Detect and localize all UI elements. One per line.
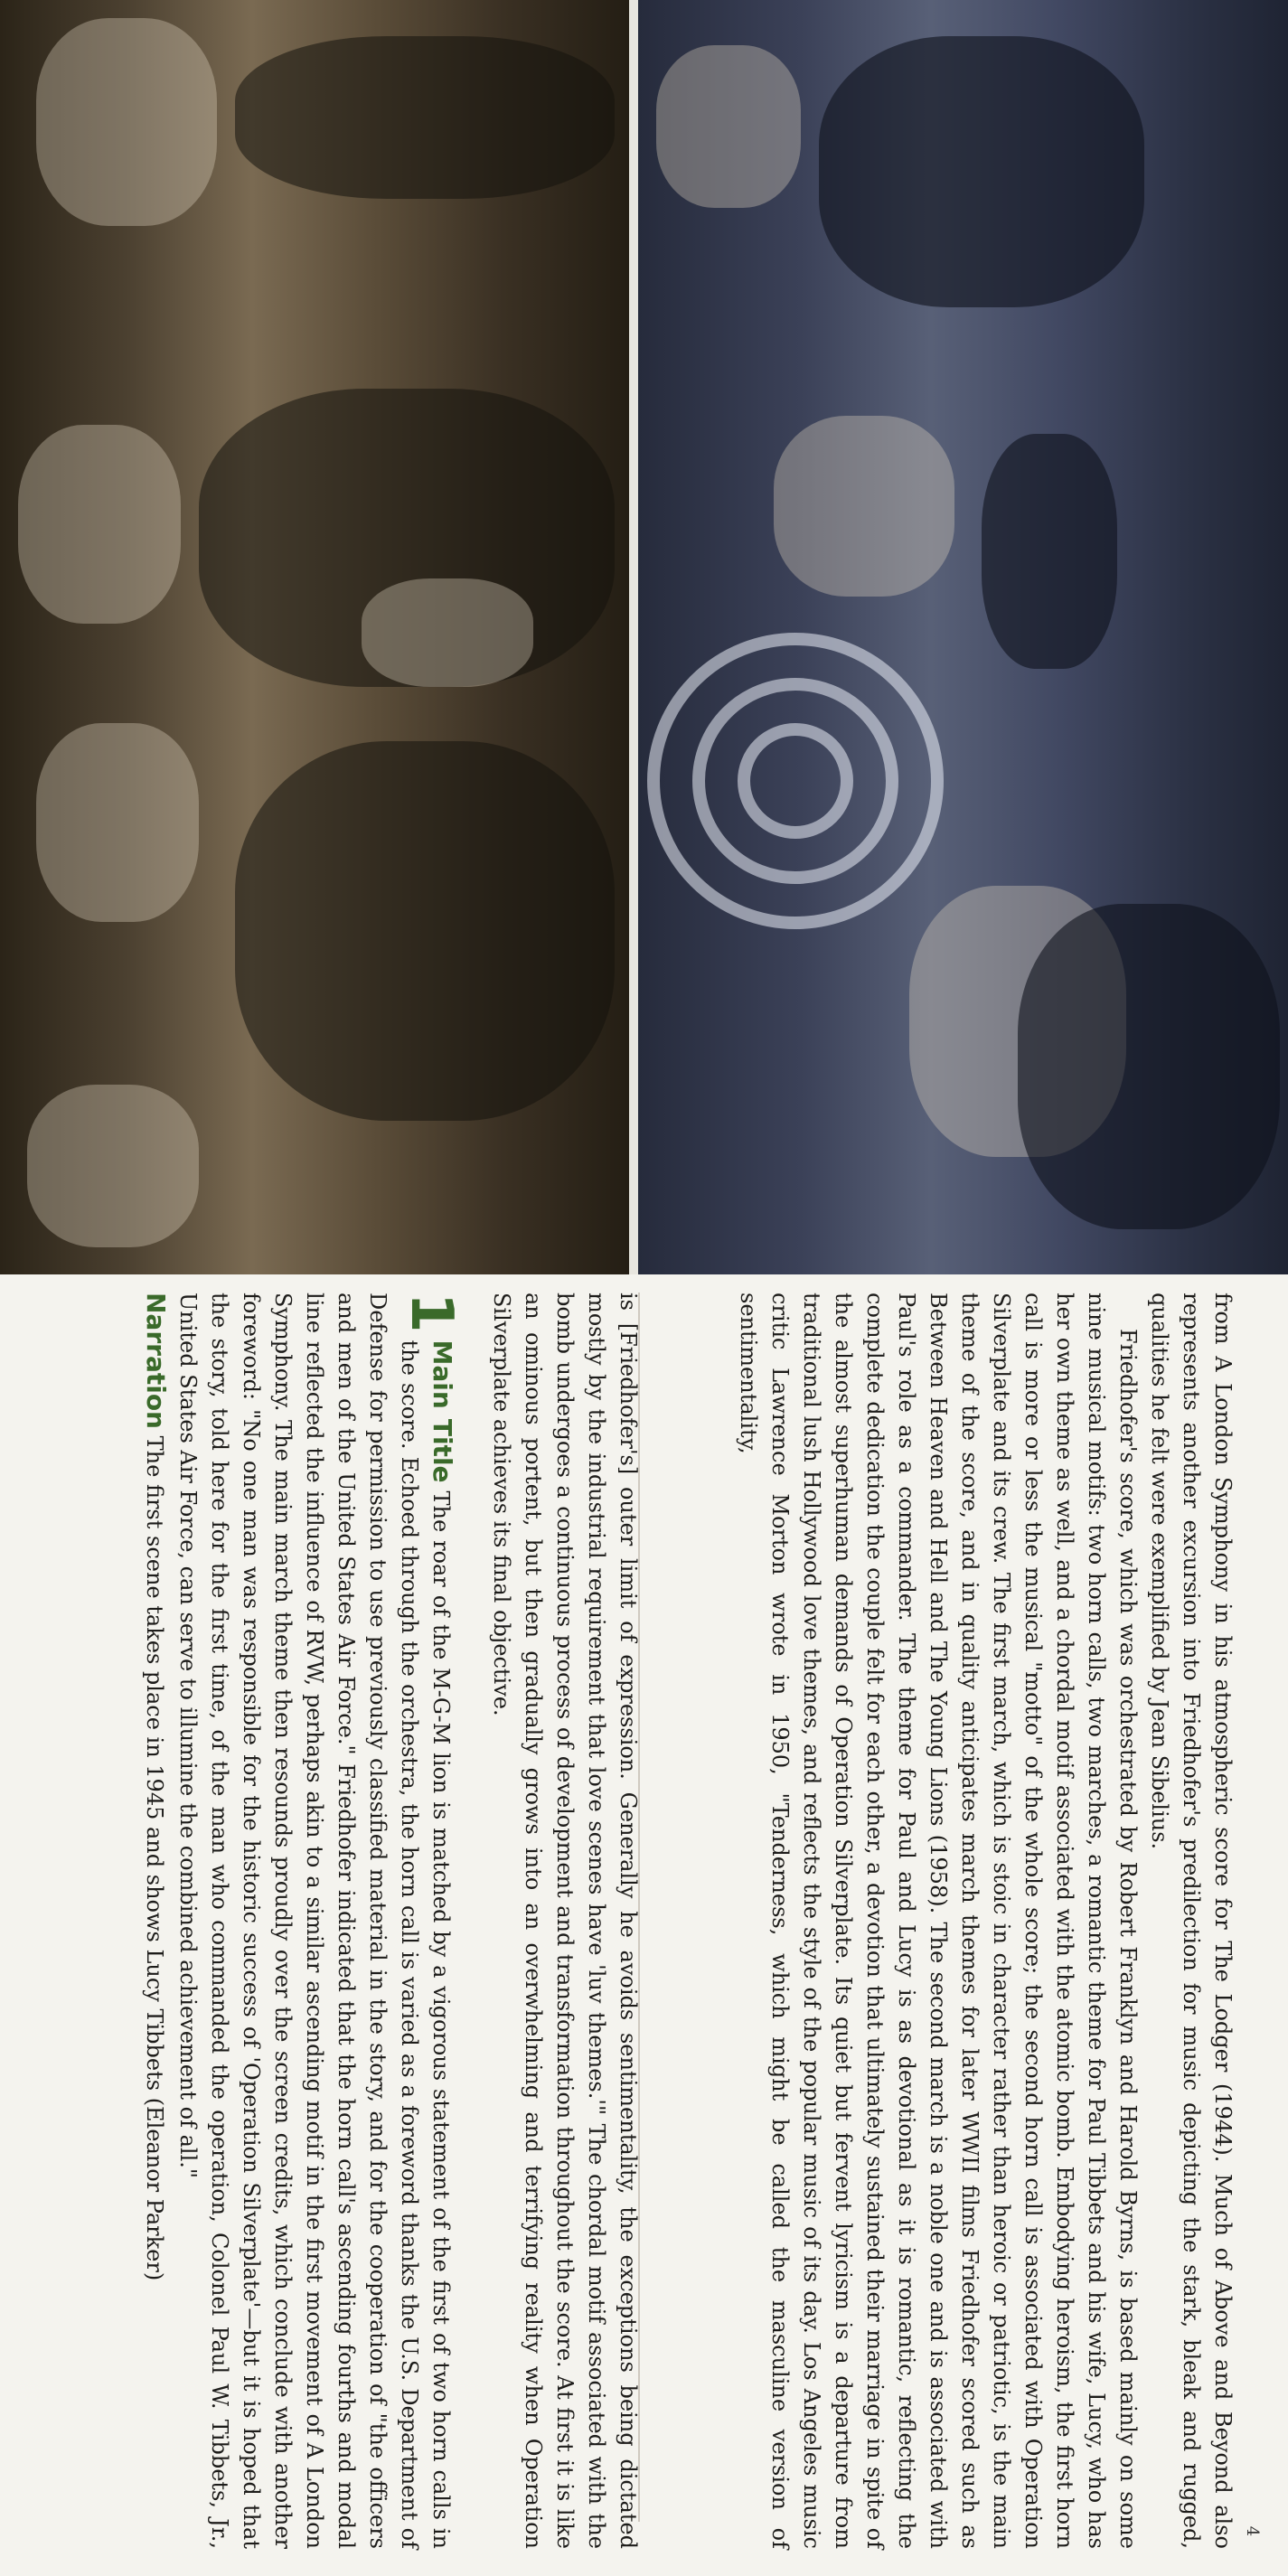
officer-figure <box>27 1085 199 1247</box>
text-column-left <box>732 1293 1238 2549</box>
narration-paragraph <box>138 1293 172 2549</box>
desk <box>819 36 1144 307</box>
track-number: 1 <box>398 1293 465 1333</box>
officer-figure <box>1018 904 1280 1229</box>
officer-figure <box>656 45 801 208</box>
officer-figure <box>18 425 181 624</box>
body-paragraph: is [Friedhofer's] outer limit of expression. Generally he avoids sentimentality, the exceptions being dictated mostly by the industrial requirement that love scenes have 'luv themes.'" The chordal motif associated with the bomb undergoes a continuous process of development and transformation throughout the score. At first it is like an ominous portent, but then gradually grows into an overwhelming and terrifying reality when Operation Silverplate achieves its final objective. <box>489 1293 641 2549</box>
track-paragraph <box>172 1293 465 2550</box>
text-column-right <box>138 1293 644 2549</box>
photo-chalkboard-briefing <box>638 0 1288 1274</box>
photo-divider <box>629 0 638 1274</box>
lecturer-figure <box>982 434 1117 669</box>
track-text: The roar of the M-G-M lion is matched by a vigorous statement of the first of two horn calls in the score. Echoed through the orchestra, the horn call is varied as a foreword thanks the U.S. Department of Defense for permission to use previously classified material in the story, and for the cooperation of "the officers and men of the United States Air Force." Friedhofer indicated that the horn call's ascending fourths and modal line reflected the influence of RVW, perhaps akin to a similar ascending motif in the first movement of A London Symphony. The main march theme then resounds proudly over the screen credits, which conclude with another foreword: "No one man was responsible for the historic success of 'Operation Silverplate'—but it is hoped that the story, told here for the first time, of the man who commanded the operation, Colonel Paul W. Tibbets, Jr., United States Air Force, can serve to illumine the combined achievement of all." <box>175 1293 454 2550</box>
page-number: 4 <box>1243 2525 1263 2537</box>
narration-text: The first scene takes place in 1945 and shows Lucy Tibbets (Eleanor Parker) <box>142 1435 167 2281</box>
paper-sheet <box>362 578 533 687</box>
lecturer-figure <box>774 416 954 597</box>
body-paragraph: from A London Symphony in his atmospheric score for The Lodger (1944). Much of Above and Beyond also represents another excursion into Friedhofer's predilection for music depicting the stark, bleak and rugged, qualities he felt were exemplified by Jean Sibelius. <box>1147 1293 1236 2549</box>
track-title: Main Title <box>428 1340 457 1483</box>
body-paragraph: Friedhofer's score, which was orchestrated by Robert Franklyn and Harold Byrns, is based mainly on some nine musical motifs: two horn calls, two marches, a romantic theme for Paul Tibbets and his wife, Lucy, who has her own theme as well, and a chordal motif associated with the atomic bomb. Embodying heroism, the first horn call is more or less the musical "motto" of the whole score; the second horn call is associated with Operation Silverplate and its crew. The first march, which is stoic in character rather than heroic or patriotic, is the main theme of the score, and in quality anticipates march themes for later WWII films Friedhofer scored such as Between Heaven and Hell and The Young Lions (1958). The second march is a noble one and is associated with Paul's role as a commander. The theme for Paul and Lucy is as devotional as it is romantic, reflecting the complete dedication the couple felt for each other, a devotion that ultimately sustained their marriage in spite of the almost superhuman demands of Operation Silverplate. Its quiet but fervent lyricism is a departure from traditional lush Hollywood love themes, and reflects the style of the popular music of its day. Los Angeles music critic Lawrence Morton wrote in 1950, "Tenderness, which might be called the masculine version of sentimentality, <box>736 1293 1141 2549</box>
narration-title: Narration <box>141 1293 171 1429</box>
photo-officers-briefing <box>0 0 629 1274</box>
officer-figure <box>36 723 199 922</box>
target-diagram <box>738 723 853 839</box>
officer-figure <box>36 18 217 226</box>
officer-figure <box>235 36 615 199</box>
officer-figure <box>235 741 615 1121</box>
